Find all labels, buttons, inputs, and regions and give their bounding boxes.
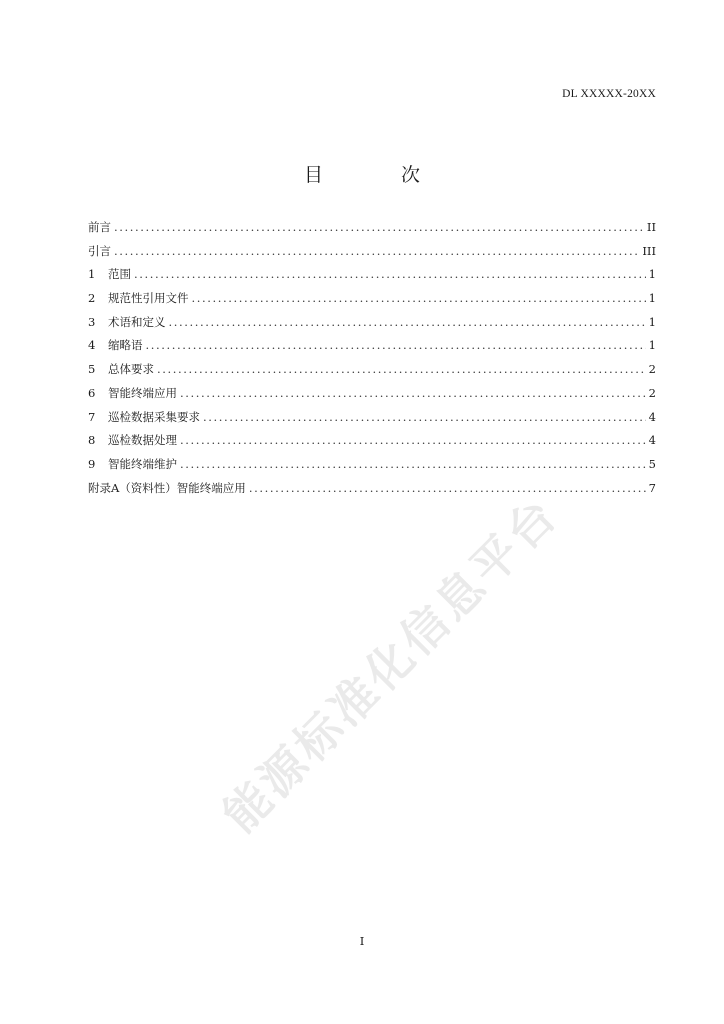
toc-leader-dots — [157, 362, 646, 376]
toc-entry-text: 智能终端维护 — [108, 456, 177, 471]
toc-entry-number: 5 — [88, 362, 96, 377]
toc-leader-dots — [134, 267, 646, 281]
toc-leader-dots — [169, 315, 646, 329]
toc-entry-number: 1 — [88, 267, 96, 282]
page-number: I — [359, 934, 365, 948]
toc-entry-foreword[interactable] — [88, 219, 656, 243]
toc-entry-text: 总体要求 — [108, 362, 154, 377]
toc-entry-number: 8 — [88, 433, 96, 448]
toc-entry-appendix-a[interactable] — [88, 480, 656, 504]
toc-leader-dots — [114, 220, 644, 234]
toc-entry-text: 规范性引用文件 — [108, 291, 189, 306]
toc-entry-text: 智能终端应用 — [108, 385, 177, 400]
toc-entry-scope[interactable] — [88, 266, 656, 290]
toc-entry-text: 巡检数据采集要求 — [108, 409, 200, 424]
toc-entry-page: 1 — [648, 314, 656, 329]
toc-entry-page: 1 — [648, 267, 656, 282]
toc-entry-page: 4 — [648, 433, 656, 448]
toc-entry-terminal-maintenance[interactable] — [88, 456, 656, 480]
toc-entry-number: 6 — [88, 385, 96, 400]
toc-leader-dots — [180, 457, 646, 471]
toc-entry-number: 4 — [88, 338, 96, 353]
watermark: 能源标准化信息平台 — [212, 486, 569, 843]
toc-leader-dots — [249, 481, 646, 495]
toc-leader-dots — [114, 244, 639, 258]
toc-entry-text: 前言 — [88, 220, 111, 234]
toc-leader-dots — [192, 291, 646, 305]
toc-entry-page: 2 — [648, 362, 656, 377]
toc-entry-text: 缩略语 — [108, 338, 143, 353]
toc-entry-page: II — [646, 220, 656, 234]
toc-entry-text: 术语和定义 — [108, 314, 166, 329]
toc-entry-page: 2 — [648, 385, 656, 400]
toc-leader-dots — [180, 386, 646, 400]
toc-entry-text: 引言 — [88, 243, 111, 258]
toc-entry-page: 7 — [648, 480, 656, 495]
toc-entry-page: 4 — [648, 409, 656, 424]
toc-entry-number: 9 — [88, 456, 96, 471]
toc-entry-number: 2 — [88, 291, 96, 306]
toc-entry-data-collection[interactable] — [88, 409, 656, 433]
toc-entry-normative-references[interactable] — [88, 290, 656, 314]
toc-entry-abbreviations[interactable] — [88, 337, 656, 361]
toc-entry-terminal-application[interactable] — [88, 385, 656, 409]
toc-entry-text: 范围 — [108, 267, 131, 282]
toc-entry-number: 3 — [88, 314, 96, 329]
toc-entry-number: 7 — [88, 409, 96, 424]
toc-leader-dots — [180, 433, 646, 447]
toc-entry-page: III — [642, 243, 656, 258]
toc-leader-dots — [146, 338, 646, 352]
toc-entry-introduction[interactable] — [88, 243, 656, 267]
toc-entry-data-processing[interactable] — [88, 432, 656, 456]
toc-entry-text: 附录A（资料性）智能终端应用 — [88, 480, 246, 495]
toc-entry-text: 巡检数据处理 — [108, 433, 177, 448]
document-code: DL XXXXX-20XX — [562, 88, 656, 100]
toc-entry-page: 1 — [648, 338, 656, 353]
toc-entry-page: 1 — [648, 291, 656, 306]
toc-entry-terms-definitions[interactable] — [88, 314, 656, 338]
toc-entry-general-requirements[interactable] — [88, 361, 656, 385]
toc-entry-page: 5 — [648, 456, 656, 471]
toc-title: 目 次 — [303, 164, 457, 186]
table-of-contents — [88, 219, 656, 503]
toc-leader-dots — [203, 410, 646, 424]
